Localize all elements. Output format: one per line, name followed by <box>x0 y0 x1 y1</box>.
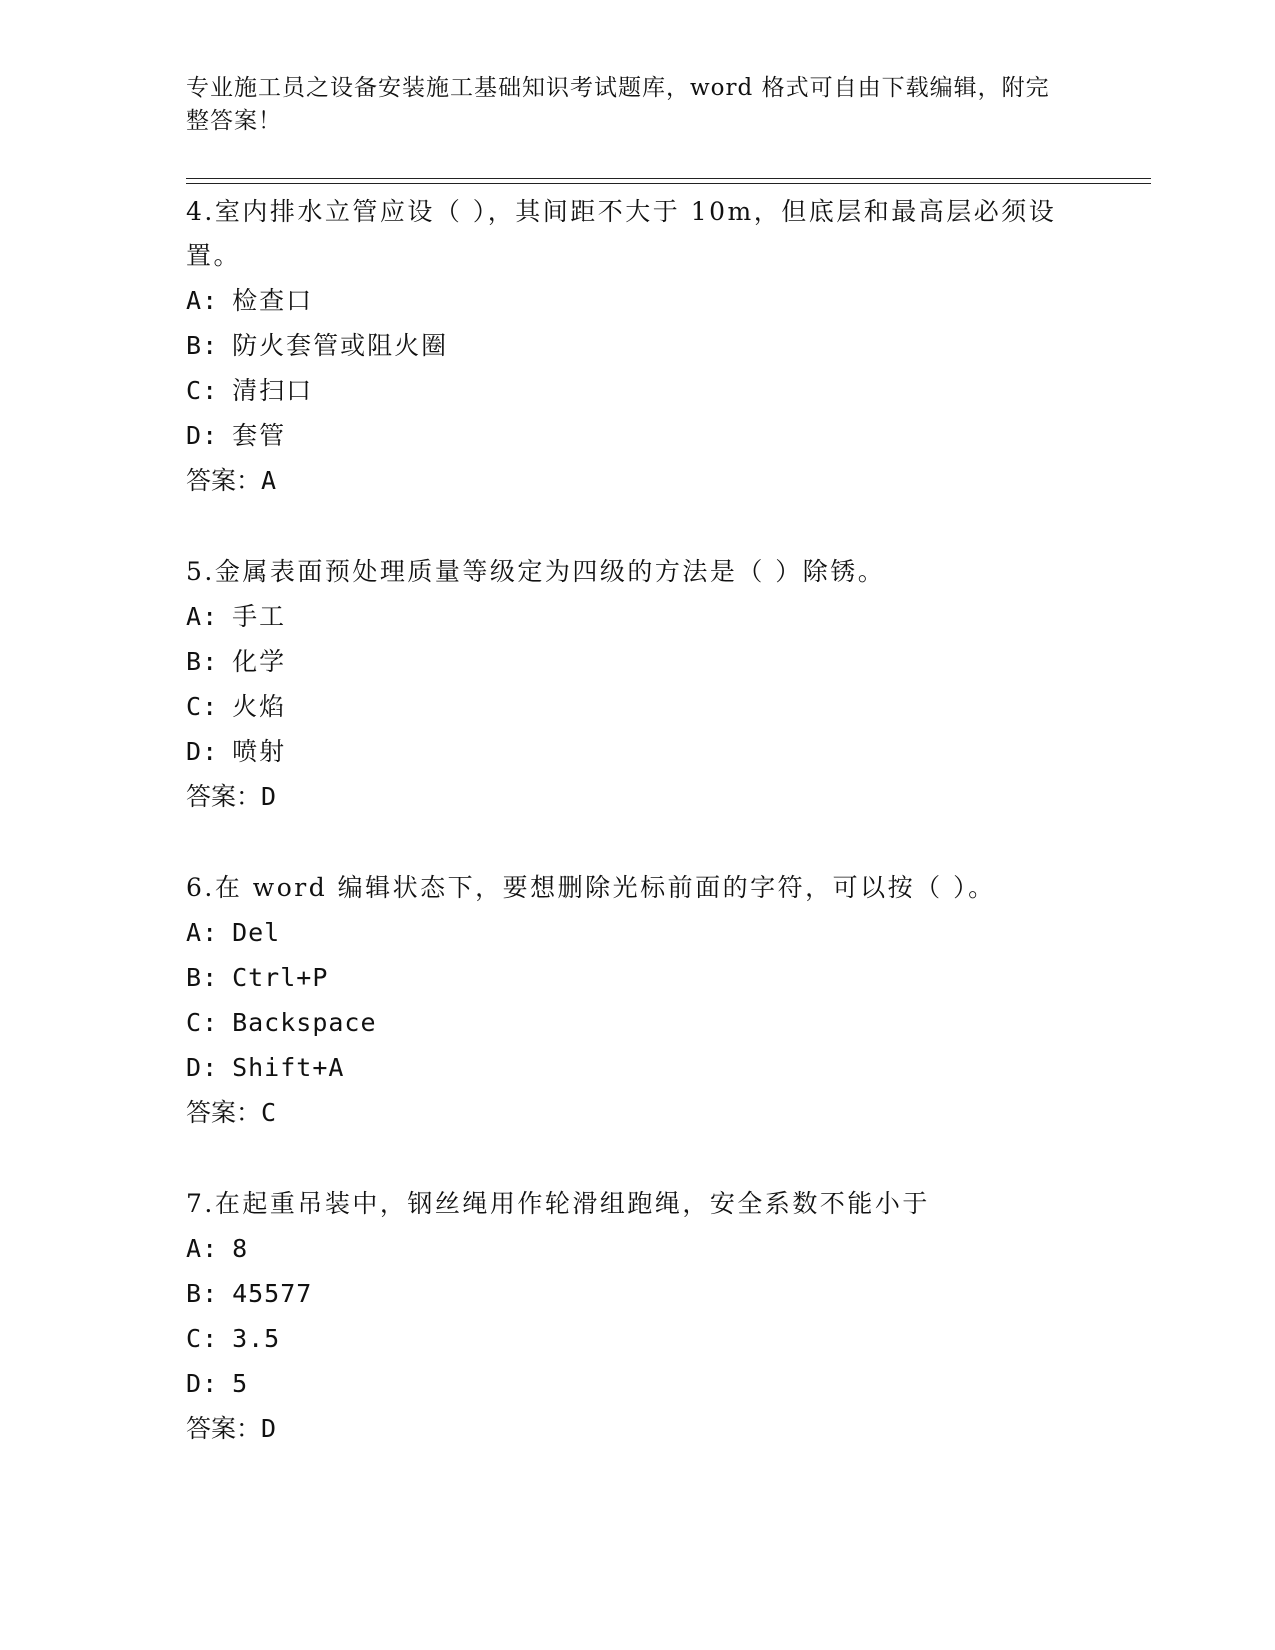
option-separator: : <box>202 376 219 405</box>
option-key: A <box>186 918 203 947</box>
option-separator: : <box>202 1279 219 1308</box>
option-text: Shift+A <box>232 1053 345 1082</box>
option-a <box>186 594 1106 639</box>
question-list <box>186 190 1106 1498</box>
option-b <box>186 955 1106 1000</box>
option-c <box>186 1316 1106 1361</box>
option-separator: : <box>202 737 219 766</box>
answer-value: C <box>261 1098 277 1127</box>
option-key: C <box>186 692 203 721</box>
option-key: D <box>186 737 203 766</box>
option-text: 喷射 <box>232 737 287 766</box>
question-7 <box>186 1182 1106 1452</box>
option-separator: : <box>202 1053 219 1082</box>
question-stem: 6.在 word 编辑状态下，要想删除光标前面的字符，可以按（ ）。 <box>186 873 996 902</box>
answer-line <box>186 774 1106 820</box>
option-text: Del <box>232 918 281 947</box>
header-divider-top <box>186 178 1151 179</box>
option-separator: : <box>202 647 219 676</box>
option-text: Backspace <box>232 1008 377 1037</box>
answer-value: D <box>261 782 277 811</box>
question-4 <box>186 190 1106 504</box>
option-key: D <box>186 1053 203 1082</box>
document-header: 专业施工员之设备安装施工基础知识考试题库，word 格式可自由下载编辑，附完整答案！ <box>186 75 1050 134</box>
option-separator: : <box>202 421 219 450</box>
option-separator: : <box>202 963 219 992</box>
option-key: C <box>186 1324 203 1353</box>
option-text: 清扫口 <box>232 376 314 405</box>
option-separator: : <box>202 602 219 631</box>
option-text: 火焰 <box>232 692 287 721</box>
option-key: B <box>186 963 203 992</box>
answer-value: A <box>261 466 277 495</box>
option-text: Ctrl+P <box>232 963 329 992</box>
option-d <box>186 1045 1106 1090</box>
option-key: C <box>186 376 203 405</box>
option-key: C <box>186 1008 203 1037</box>
option-separator: : <box>202 1369 219 1398</box>
option-a <box>186 278 1106 323</box>
option-text: 8 <box>232 1234 249 1263</box>
option-key: A <box>186 286 203 315</box>
question-stem: 5.金属表面预处理质量等级定为四级的方法是（ ）除锈。 <box>186 557 886 586</box>
option-text: 手工 <box>232 602 287 631</box>
answer-value: D <box>261 1414 277 1443</box>
option-separator: : <box>202 692 219 721</box>
answer-line <box>186 458 1106 504</box>
option-c <box>186 684 1106 729</box>
option-separator: : <box>202 286 219 315</box>
option-key: B <box>186 331 203 360</box>
answer-label: 答案： <box>186 782 262 811</box>
option-separator: : <box>202 1324 219 1353</box>
option-separator: : <box>202 331 219 360</box>
option-key: D <box>186 421 203 450</box>
option-a <box>186 910 1106 955</box>
option-text: 5 <box>232 1369 249 1398</box>
question-5 <box>186 550 1106 820</box>
header-divider-bottom <box>186 183 1151 184</box>
option-d <box>186 1361 1106 1406</box>
option-key: D <box>186 1369 203 1398</box>
option-text: 检查口 <box>232 286 314 315</box>
option-b <box>186 323 1106 368</box>
option-separator: : <box>202 1234 219 1263</box>
option-c <box>186 1000 1106 1045</box>
option-b <box>186 1271 1106 1316</box>
option-d <box>186 413 1106 458</box>
option-separator: : <box>202 918 219 947</box>
question-stem: 7.在起重吊装中，钢丝绳用作轮滑组跑绳，安全系数不能小于 <box>186 1189 930 1218</box>
option-a <box>186 1226 1106 1271</box>
option-text: 化学 <box>232 647 287 676</box>
option-b <box>186 639 1106 684</box>
option-text: 45577 <box>232 1279 313 1308</box>
option-text: 3.5 <box>232 1324 281 1353</box>
option-d <box>186 729 1106 774</box>
answer-label: 答案： <box>186 1098 262 1127</box>
option-separator: : <box>202 1008 219 1037</box>
option-key: A <box>186 602 203 631</box>
option-c <box>186 368 1106 413</box>
option-key: B <box>186 1279 203 1308</box>
option-key: B <box>186 647 203 676</box>
question-6 <box>186 866 1106 1136</box>
question-stem: 4.室内排水立管应设（ ），其间距不大于 10m，但底层和最高层必须设置。 <box>186 197 1057 270</box>
answer-label: 答案： <box>186 1414 262 1443</box>
answer-line <box>186 1406 1106 1452</box>
option-key: A <box>186 1234 203 1263</box>
option-text: 套管 <box>232 421 287 450</box>
answer-line <box>186 1090 1106 1136</box>
answer-label: 答案： <box>186 466 262 495</box>
option-text: 防火套管或阻火圈 <box>232 331 449 360</box>
